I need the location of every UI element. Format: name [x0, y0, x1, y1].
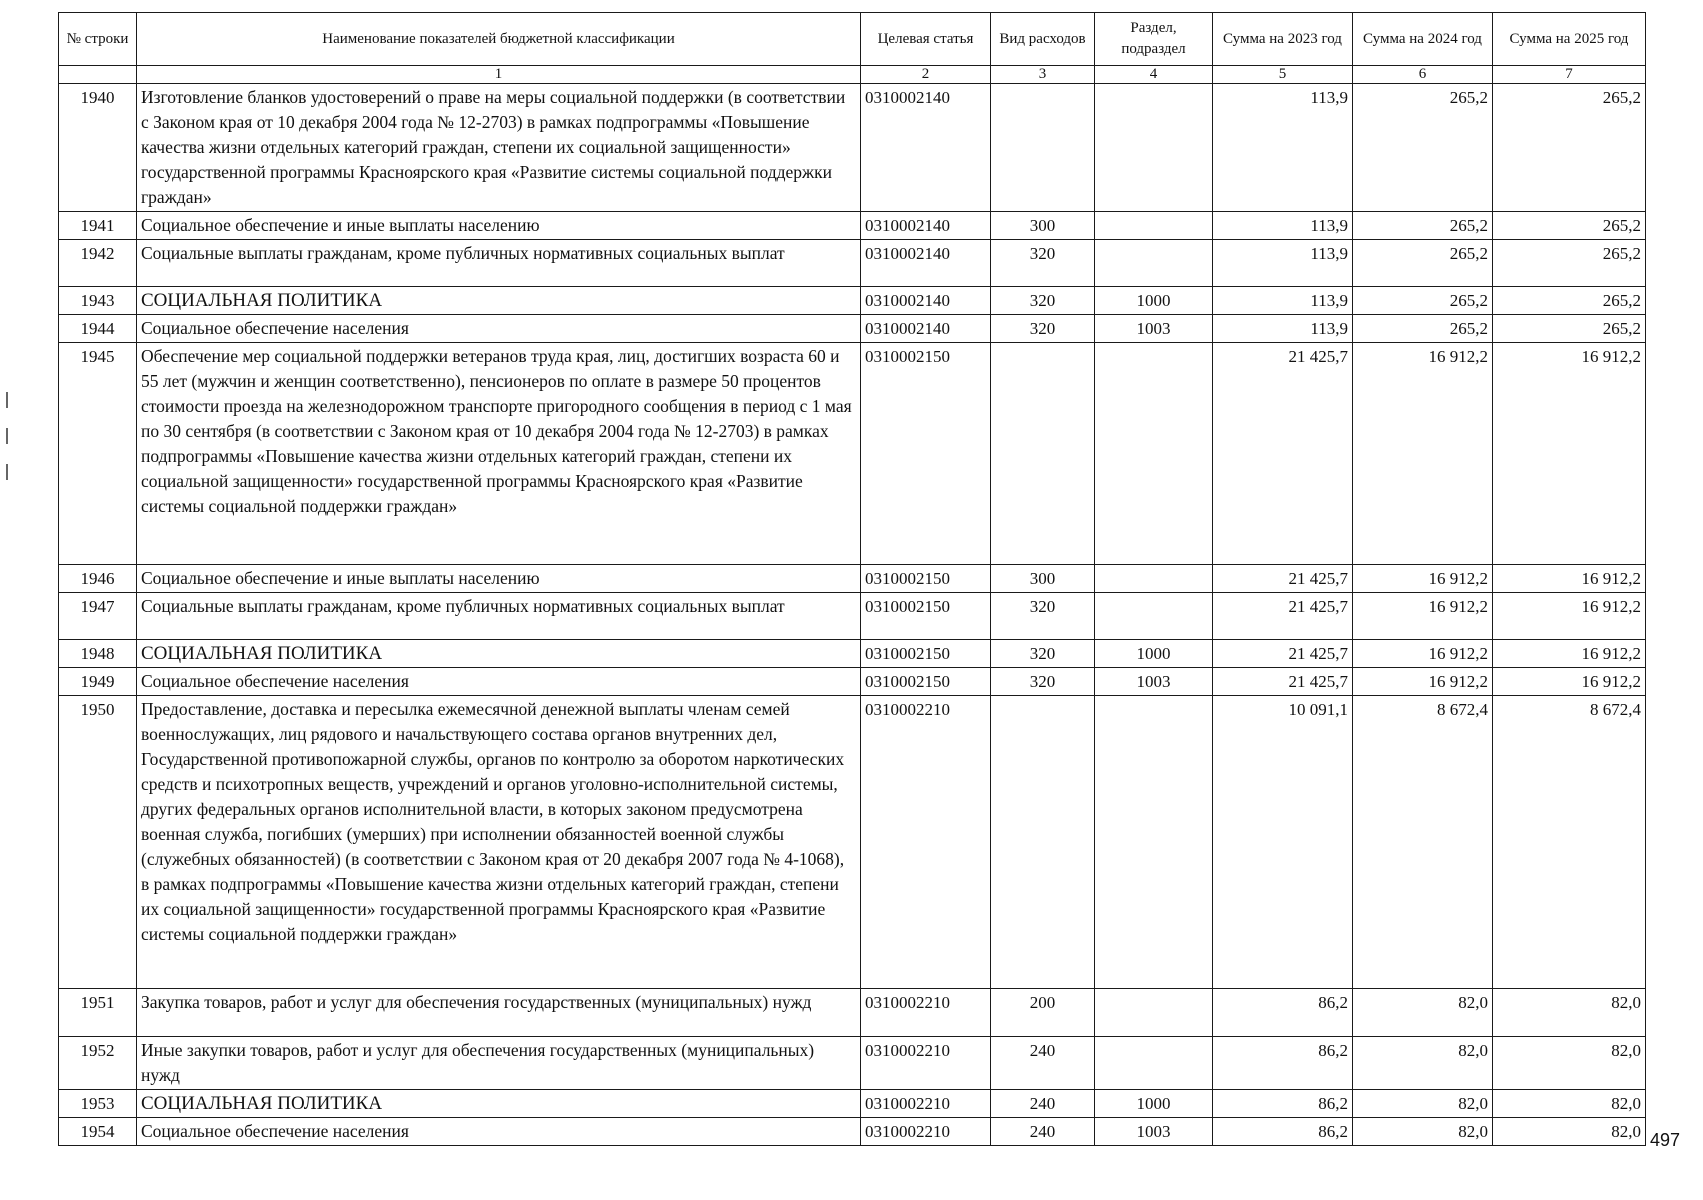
- sum-2024: 82,0: [1353, 1037, 1493, 1090]
- expense-type: 300: [991, 565, 1095, 593]
- sum-2023: 113,9: [1213, 84, 1353, 212]
- row-number: 1942: [59, 240, 137, 287]
- sum-2024: 265,2: [1353, 212, 1493, 240]
- expense-type: 300: [991, 212, 1095, 240]
- sum-2023: 21 425,7: [1213, 640, 1353, 668]
- sum-2024: 16 912,2: [1353, 593, 1493, 640]
- expense-type: 320: [991, 593, 1095, 640]
- target-article: 0310002210: [861, 1090, 991, 1118]
- sum-2025: 82,0: [1493, 1037, 1646, 1090]
- table-row: [59, 315, 1646, 343]
- indicator-name: Социальное обеспечение и иные выплаты населению: [137, 212, 861, 240]
- sum-2023: 113,9: [1213, 240, 1353, 287]
- sum-2025: 265,2: [1493, 84, 1646, 212]
- row-number: 1953: [59, 1090, 137, 1118]
- indicator-name: Изготовление бланков удостоверений о праве на меры социальной поддержки (в соответствии с Законом края от 10 декабря 2004 года № 12-2703) в рамках подпрограммы «Повышение качества жизни отдельных категорий граждан, степени их социальной защищенности» государственной программы Красноярского края «Развитие системы социальной поддержки граждан»: [137, 84, 861, 212]
- indicator-name: Предоставление, доставка и пересылка ежемесячной денежной выплаты членам семей военнослужащих, лиц рядового и начальствующего состава органов внутренних дел, Государственной противопожарной службы, органов по контролю за оборотом наркотических средств и психотропных веществ, учреждений и органов уголовно-исполнительной системы, других федеральных органов исполнительной власти, в которых законом предусмотрена военная служба, погибших (умерших) при исполнении обязанностей военной службы (служебных обязанностей) (в соответствии с Законом края от 20 декабря 2007 года № 4-1068), в рамках подпрограммы «Повышение качества жизни отдельных категорий граждан, степени их социальной защищенности» государственной программы Красноярского края «Развитие системы социальной поддержки граждан»: [137, 696, 861, 989]
- expense-type: 240: [991, 1037, 1095, 1090]
- target-article: 0310002150: [861, 640, 991, 668]
- column-number: 2: [861, 66, 991, 84]
- section-code: [1095, 84, 1213, 212]
- expense-type: 320: [991, 668, 1095, 696]
- indicator-name: Социальные выплаты гражданам, кроме публичных нормативных социальных выплат: [137, 593, 861, 640]
- sum-2024: 265,2: [1353, 84, 1493, 212]
- expense-type: 320: [991, 287, 1095, 315]
- header-sum-2023: Сумма на 2023 год: [1213, 13, 1353, 66]
- column-number: [59, 66, 137, 84]
- page-number: 497: [1650, 1130, 1681, 1150]
- target-article: 0310002150: [861, 565, 991, 593]
- sum-2025: 16 912,2: [1493, 640, 1646, 668]
- row-number: 1948: [59, 640, 137, 668]
- row-number: 1952: [59, 1037, 137, 1090]
- sum-2023: 86,2: [1213, 1037, 1353, 1090]
- section-code: 1003: [1095, 1118, 1213, 1146]
- table-row: [59, 1090, 1646, 1118]
- sum-2024: 82,0: [1353, 1118, 1493, 1146]
- header-row-number: № строки: [59, 13, 137, 66]
- sum-2025: 16 912,2: [1493, 593, 1646, 640]
- expense-type: [991, 696, 1095, 989]
- table-row: [59, 1037, 1646, 1090]
- indicator-name: Социальные выплаты гражданам, кроме публичных нормативных социальных выплат: [137, 240, 861, 287]
- table-row: [59, 989, 1646, 1037]
- indicator-name: Социальное обеспечение населения: [137, 668, 861, 696]
- section-code: [1095, 696, 1213, 989]
- sum-2023: 113,9: [1213, 315, 1353, 343]
- sum-2023: 10 091,1: [1213, 696, 1353, 989]
- expense-type: 240: [991, 1118, 1095, 1146]
- expense-type: [991, 84, 1095, 212]
- header-sum-2025: Сумма на 2025 год: [1493, 13, 1646, 66]
- budget-table: [58, 12, 1646, 1146]
- indicator-name: СОЦИАЛЬНАЯ ПОЛИТИКА: [137, 640, 861, 668]
- sum-2024: 265,2: [1353, 287, 1493, 315]
- indicator-name: Социальное обеспечение населения: [137, 315, 861, 343]
- table-header-row: [59, 13, 1646, 66]
- row-number: 1941: [59, 212, 137, 240]
- sum-2023: 113,9: [1213, 212, 1353, 240]
- indicator-name: Закупка товаров, работ и услуг для обеспечения государственных (муниципальных) нужд: [137, 989, 861, 1037]
- sum-2023: 21 425,7: [1213, 593, 1353, 640]
- column-number: 3: [991, 66, 1095, 84]
- table-row: [59, 287, 1646, 315]
- target-article: 0310002140: [861, 315, 991, 343]
- section-code: [1095, 565, 1213, 593]
- expense-type: [991, 343, 1095, 565]
- target-article: 0310002140: [861, 240, 991, 287]
- table-row: [59, 640, 1646, 668]
- row-number: 1940: [59, 84, 137, 212]
- table-row: [59, 1118, 1646, 1146]
- sum-2023: 86,2: [1213, 989, 1353, 1037]
- sum-2024: 16 912,2: [1353, 565, 1493, 593]
- row-number: 1946: [59, 565, 137, 593]
- header-indicator-name: Наименование показателей бюджетной классификации: [137, 13, 861, 66]
- column-number: 1: [137, 66, 861, 84]
- sum-2025: 82,0: [1493, 1090, 1646, 1118]
- sum-2025: 16 912,2: [1493, 668, 1646, 696]
- target-article: 0310002210: [861, 989, 991, 1037]
- table-row: [59, 668, 1646, 696]
- sum-2024: 265,2: [1353, 315, 1493, 343]
- section-code: 1003: [1095, 668, 1213, 696]
- table-row: [59, 696, 1646, 989]
- sum-2024: 82,0: [1353, 989, 1493, 1037]
- sum-2024: 265,2: [1353, 240, 1493, 287]
- row-number: 1949: [59, 668, 137, 696]
- expense-type: 320: [991, 640, 1095, 668]
- sum-2025: 265,2: [1493, 315, 1646, 343]
- target-article: 0310002150: [861, 593, 991, 640]
- section-code: [1095, 593, 1213, 640]
- section-code: 1003: [1095, 315, 1213, 343]
- sum-2023: 21 425,7: [1213, 565, 1353, 593]
- section-code: [1095, 212, 1213, 240]
- header-target-article: Целевая статья: [861, 13, 991, 66]
- column-number: 5: [1213, 66, 1353, 84]
- row-number: 1945: [59, 343, 137, 565]
- sum-2025: 8 672,4: [1493, 696, 1646, 989]
- sum-2024: 82,0: [1353, 1090, 1493, 1118]
- target-article: 0310002140: [861, 84, 991, 212]
- indicator-name: Обеспечение мер социальной поддержки ветеранов труда края, лиц, достигших возраста 60 и 55 лет (мужчин и женщин соответственно), пенсионеров по оплате в размере 50 процентов стоимости проезда на железнодорожном транспорте пригородного сообщения в период с 1 мая по 30 сентября (в соответствии с Законом края от 10 декабря 2004 года № 12-2703) в рамках подпрограммы «Повышение качества жизни отдельных категорий граждан, степени их социальной защищенности» государственной программы Красноярского края «Развитие системы социальной поддержки граждан»: [137, 343, 861, 565]
- sum-2025: 265,2: [1493, 240, 1646, 287]
- sum-2025: 82,0: [1493, 1118, 1646, 1146]
- indicator-name: СОЦИАЛЬНАЯ ПОЛИТИКА: [137, 1090, 861, 1118]
- row-number: 1943: [59, 287, 137, 315]
- section-code: 1000: [1095, 1090, 1213, 1118]
- sum-2025: 16 912,2: [1493, 343, 1646, 565]
- section-code: [1095, 343, 1213, 565]
- sum-2025: 265,2: [1493, 287, 1646, 315]
- row-number: 1951: [59, 989, 137, 1037]
- expense-type: 240: [991, 1090, 1095, 1118]
- section-code: [1095, 989, 1213, 1037]
- sum-2024: 16 912,2: [1353, 343, 1493, 565]
- target-article: 0310002210: [861, 696, 991, 989]
- target-article: 0310002150: [861, 668, 991, 696]
- sum-2025: 265,2: [1493, 212, 1646, 240]
- header-section: Раздел, подраздел: [1095, 13, 1213, 66]
- header-expense-type: Вид расходов: [991, 13, 1095, 66]
- section-code: [1095, 1037, 1213, 1090]
- table-row: [59, 593, 1646, 640]
- indicator-name: Социальное обеспечение и иные выплаты населению: [137, 565, 861, 593]
- sum-2025: 82,0: [1493, 989, 1646, 1037]
- table-row: [59, 240, 1646, 287]
- table-row: [59, 343, 1646, 565]
- target-article: 0310002150: [861, 343, 991, 565]
- target-article: 0310002140: [861, 287, 991, 315]
- target-article: 0310002140: [861, 212, 991, 240]
- target-article: 0310002210: [861, 1037, 991, 1090]
- indicator-name: СОЦИАЛЬНАЯ ПОЛИТИКА: [137, 287, 861, 315]
- sum-2024: 16 912,2: [1353, 640, 1493, 668]
- target-article: 0310002210: [861, 1118, 991, 1146]
- sum-2023: 113,9: [1213, 287, 1353, 315]
- section-code: 1000: [1095, 640, 1213, 668]
- scan-margin-marks: [6, 392, 8, 500]
- sum-2023: 86,2: [1213, 1090, 1353, 1118]
- sum-2023: 21 425,7: [1213, 343, 1353, 565]
- indicator-name: Социальное обеспечение населения: [137, 1118, 861, 1146]
- column-number-row: [59, 66, 1646, 84]
- sum-2025: 16 912,2: [1493, 565, 1646, 593]
- table-row: [59, 212, 1646, 240]
- section-code: [1095, 240, 1213, 287]
- row-number: 1944: [59, 315, 137, 343]
- section-code: 1000: [1095, 287, 1213, 315]
- expense-type: 320: [991, 315, 1095, 343]
- expense-type: 200: [991, 989, 1095, 1037]
- column-number: 4: [1095, 66, 1213, 84]
- column-number: 7: [1493, 66, 1646, 84]
- sum-2023: 86,2: [1213, 1118, 1353, 1146]
- indicator-name: Иные закупки товаров, работ и услуг для обеспечения государственных (муниципальных) нужд: [137, 1037, 861, 1090]
- header-sum-2024: Сумма на 2024 год: [1353, 13, 1493, 66]
- row-number: 1950: [59, 696, 137, 989]
- row-number: 1954: [59, 1118, 137, 1146]
- table-row: [59, 565, 1646, 593]
- sum-2024: 16 912,2: [1353, 668, 1493, 696]
- table-row: [59, 84, 1646, 212]
- expense-type: 320: [991, 240, 1095, 287]
- sum-2023: 21 425,7: [1213, 668, 1353, 696]
- sum-2024: 8 672,4: [1353, 696, 1493, 989]
- column-number: 6: [1353, 66, 1493, 84]
- row-number: 1947: [59, 593, 137, 640]
